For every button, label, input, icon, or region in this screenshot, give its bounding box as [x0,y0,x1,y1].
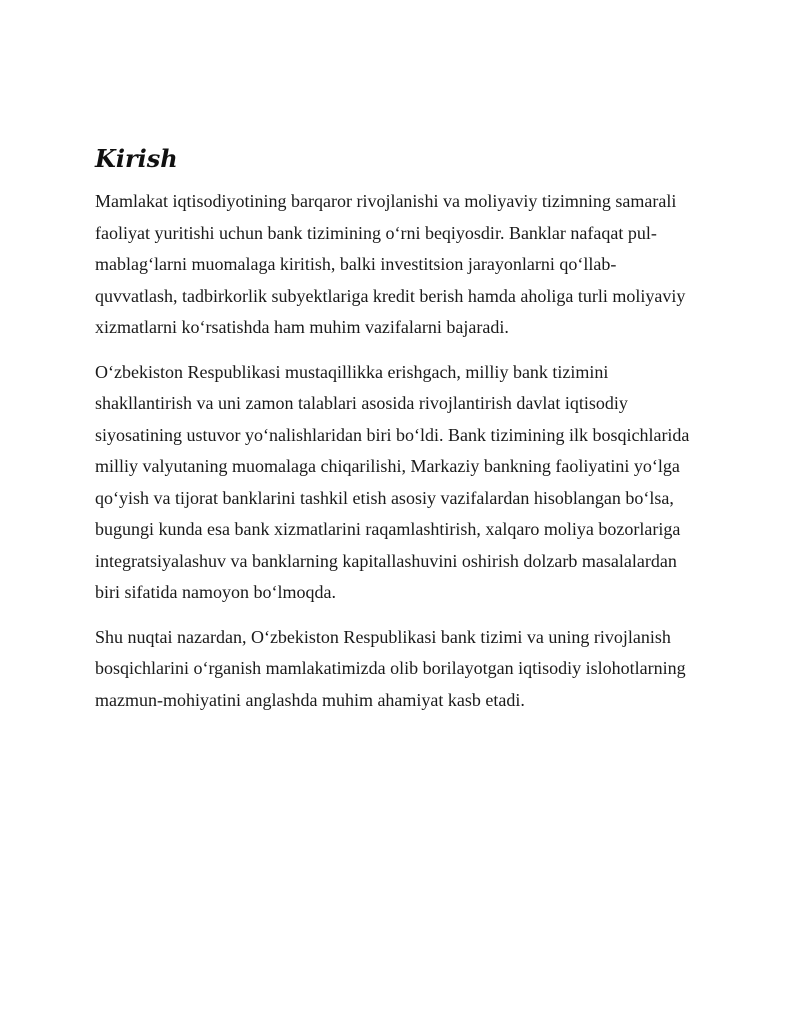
section-title: Kirish [95,144,178,173]
paragraph-line: quvvatlash, tadbirkorlik subyektlariga kredit berish hamda aholiga turli moliyaviy [95,285,686,306]
paragraph-intro [95,186,707,344]
paragraph-line: Mamlakat iqtisodiyotining barqaror rivojlanishi va moliyaviy tizimning samarali [95,191,677,211]
paragraph-line: faoliyat yuritishi uchun bank tizimining o‘rni beqiyosdir. Banklar nafaqat pul- [95,222,657,243]
paragraph-line: integratsiyalashuv va banklarning kapitallashuvini oshirish dolzarb masalalardan [95,550,677,571]
paragraph-line: qo‘yish va tijorat banklarini tashkil etish asosiy vazifalardan hisoblangan bo‘lsa, [95,487,674,508]
paragraph-line: mablag‘larni muomalaga kiritish, balki investitsion jarayonlarni qo‘llab- [95,254,617,274]
paragraph-line: bosqichlarini o‘rganish mamlakatimizda olib borilayotgan iqtisodiy islohotlarning [95,658,686,678]
paragraph-line: mazmun-mohiyatini anglashda muhim ahamiyat kasb etadi. [95,689,525,710]
paragraph-line: Shu nuqtai nazardan, O‘zbekiston Respublikasi bank tizimi va uning rivojlanish [95,626,671,647]
paragraph-line: biri sifatida namoyon bo‘lmoqda. [95,582,336,602]
paragraph-conclusion [95,622,707,717]
paragraph-line: O‘zbekiston Respublikasi mustaqillikka erishgach, milliy bank tizimini [95,361,609,382]
paragraph-line: milliy valyutaning muomalaga chiqarilishi, Markaziy bankning faoliyatini yo‘lga [95,456,680,476]
paragraph-line: xizmatlarni ko‘rsatishda ham muhim vazifalarni bajaradi. [95,317,509,337]
document-body [95,143,707,729]
paragraph-line: shakllantirish va uni zamon talablari asosida rivojlantirish davlat iqtisodiy [95,393,628,413]
paragraph-line: siyosatining ustuvor yo‘nalishlaridan biri bo‘ldi. Bank tizimining ilk bosqichlarida [95,424,690,445]
paragraph-history [95,357,707,609]
paragraph-line: bugungi kunda esa bank xizmatlarini raqamlashtirish, xalqaro moliya bozorlariga [95,519,681,539]
